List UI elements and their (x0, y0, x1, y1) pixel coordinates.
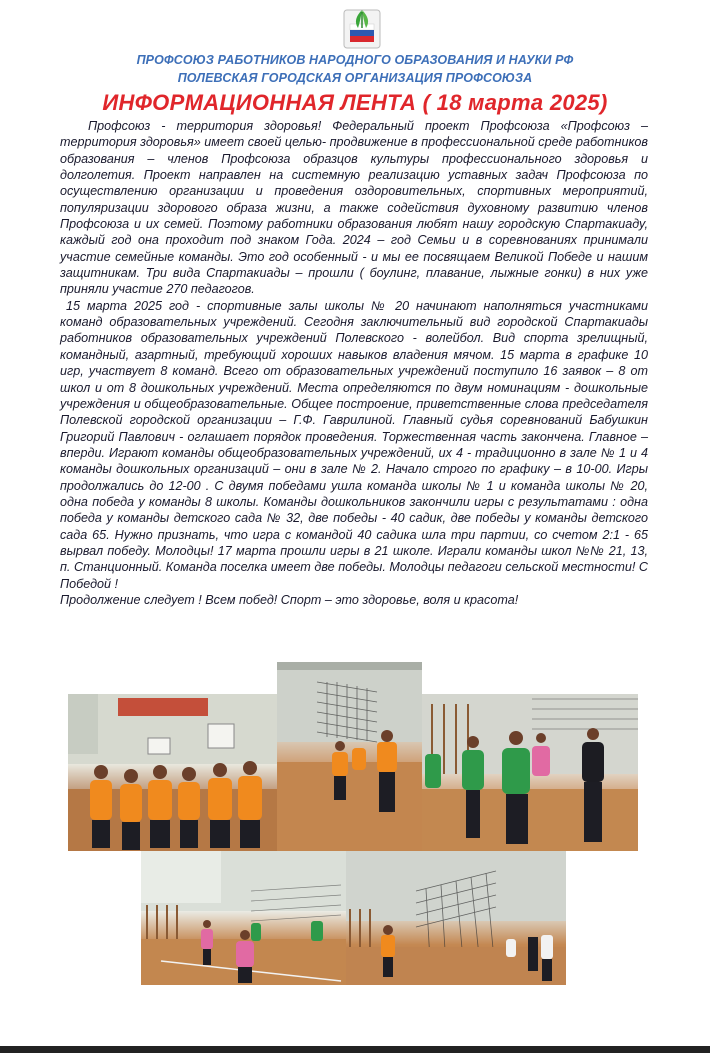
article-paragraph-1: Профсоюз - территория здоровья! Федеральный проект Профсоюза «Профсоюз – территория здоровья» имеет своей целью- продвижение в профессиональной среде работников образования – членов Профсоюза образцов культуры профессионального здоровья и долголетия. Проект направлен на системную реализацию уставных задач Профсоюза по осуществлению организации и проведения оздоровительных, спортивных мероприятий, популяризации здорового образа жизни, а также содействия духовному развитию членов Профсоюза и их семей. Поэтому работники образования любят нашу городскую Спартакиаду, каждый год она проходит под знаком Года. 2024 – год Семьи и в соревнованиях принимали участие семейные команды. Это год особенный - и мы ее посвящаем Великой Победе и нашим защитникам. Три вида Спартакиады – прошли ( боулинг, плавание, лыжные гонки) в них уже приняли участие 270 педагогов. (60, 119, 648, 297)
trade-union-flag-icon (342, 6, 382, 50)
article-paragraph-2: 15 марта 2025 год - спортивные залы школы № 20 начинают наполняться участниками команд образовательных учреждений. Сегодня заключительный вид городской Спартакиады работников образовательных учреждений Полевского - волейбол. Вид спорта зрелищный, командный, азартный, требующий хороших навыков владения мячом. 15 марта в графике 10 игр, участвует 8 команд. Всего от образовательных учреждений поступило 16 заявок – 8 от школ и от 8 дошкольных учреждений. Места определяются по двум номинациям - дошкольные учреждения и общеобразовательные. Общее построение, приветственные слова председателя Полевской городской организации – Г.Ф. Гаврилиной. Главный судья соревнований Бабушкин Григорий Павлович - оглашает порядок проведения. Торжественная часть закончена. Главное – вперди. Играют команды общеобразовательных учреждений, их 4 - традиционно в зале № 1 и 4 команды дошкольных организаций – они в зале № 2. Начало строго по графику – в 10-00. Игры продолжались до 12-00 . С двумя победами ушла команда школы № 1 и команда школы № 20, одна победа у команды 8 школы. Команды дошкольников закончили игры с результатами : одна победа у команды детского сада № 32, две победы - 40 садик, две победы у команды детского сада 65. Нужно признать, что игра с командой 40 садика шла три партии, со счетом 2:1 - 65 вырвал победу. Молодцы! 17 марта прошли игры в 21 школе. Играли команды школ №№ 21, 13, п. Станционный. Команда поселка имеет две победы. Молодцы педагоги сельской местности! С Победой ! (60, 298, 648, 591)
article-body (60, 118, 648, 608)
photo-green-team (422, 694, 638, 851)
photo-team-lineup (68, 694, 277, 851)
organization-line-1: ПРОФСОЮЗ РАБОТНИКОВ НАРОДНОГО ОБРАЗОВАНИЯ И НАУКИ РФ (136, 53, 574, 67)
page-title: ИНФОРМАЦИОННАЯ ЛЕНТА ( 18 марта 2025) (102, 90, 608, 115)
organization-line-2: ПОЛЕВСКАЯ ГОРОДСКАЯ ОРГАНИЗАЦИЯ ПРОФСОЮЗА (177, 71, 533, 85)
article-paragraph-3: Продолжение следует ! Всем побед! Спорт – это здоровье, воля и красота! (60, 592, 519, 607)
bottom-edge-bar (0, 1046, 710, 1053)
trade-union-logo (342, 6, 382, 50)
photo-net-closeup (346, 851, 566, 985)
photo-gym-match (141, 851, 346, 985)
photo-volleyball-net-orange (277, 662, 422, 851)
